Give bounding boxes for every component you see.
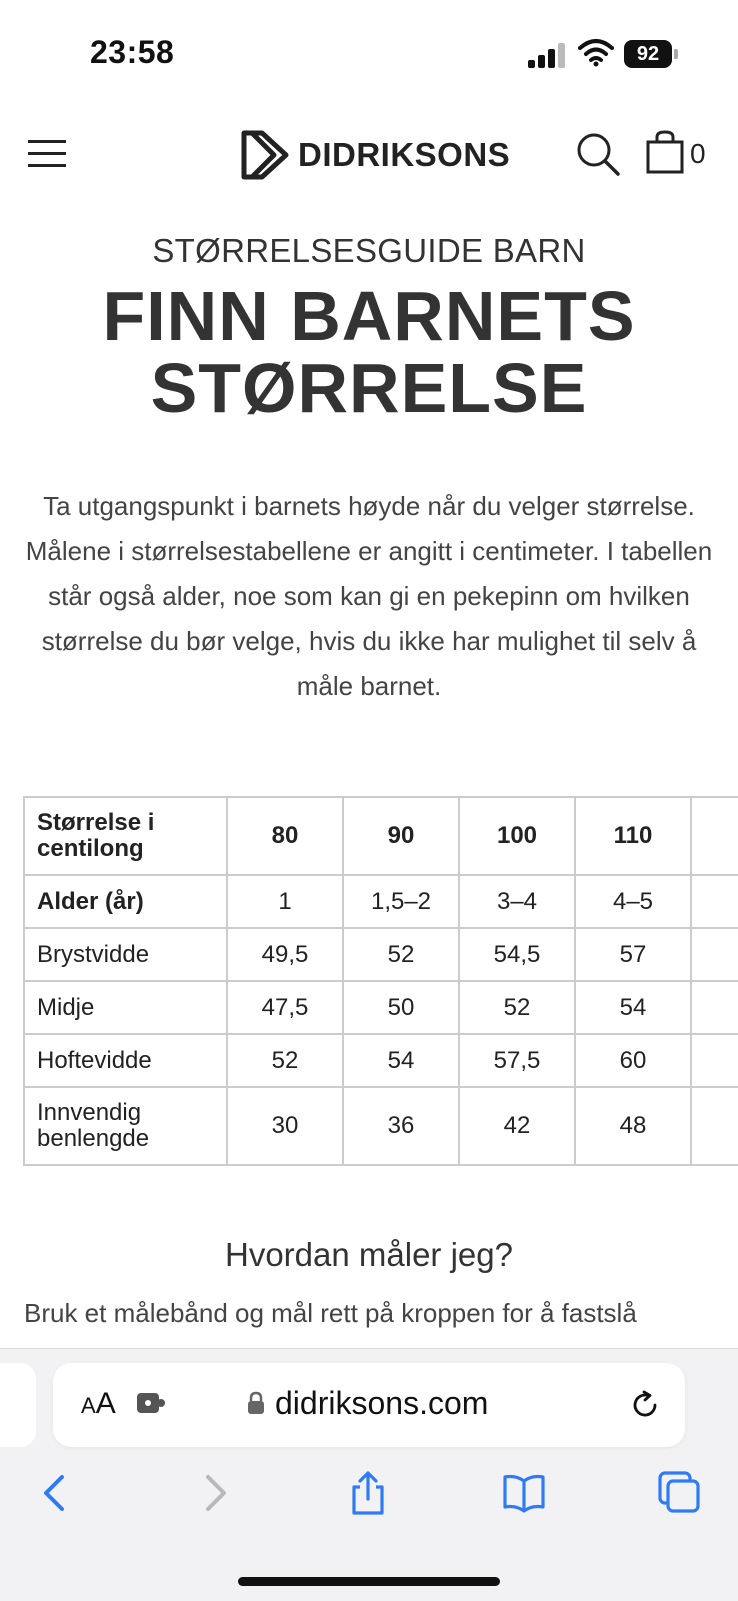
table-cell: 48 (575, 1087, 691, 1165)
table-cell: 54,5 (459, 928, 575, 981)
status-time: 23:58 (90, 34, 175, 70)
truncated-cell (691, 928, 738, 981)
how-to-measure-heading: Hvordan måler jeg? (225, 1236, 513, 1273)
table-cell: 1 (227, 875, 343, 928)
battery-indicator: 92 (624, 40, 672, 68)
table-cell: 42 (459, 1087, 575, 1165)
page-title-line-2: STØRRELSE (150, 349, 588, 427)
aa-small-letter: A (81, 1393, 96, 1418)
share-icon[interactable] (346, 1471, 390, 1515)
table-cell: 47,5 (227, 981, 343, 1034)
browser-toolbar (0, 1348, 738, 1601)
table-cell: 54 (343, 1034, 459, 1087)
page-subtitle: STØRRELSESGUIDE BARN (152, 232, 586, 269)
row-label-cell: Brystvidde (24, 928, 227, 981)
table-header-row (24, 797, 738, 875)
page-title (0, 277, 738, 427)
table-cell: 57 (575, 928, 691, 981)
lock-icon (247, 1391, 265, 1415)
aa-large-letter: A (95, 1387, 116, 1420)
table-cell: 52 (227, 1034, 343, 1087)
table-cell: 50 (343, 981, 459, 1034)
how-to-measure-text: Bruk et målebånd og mål rett på kroppen for å fastslå (24, 1298, 637, 1328)
table-cell: 4–5 (575, 875, 691, 928)
didriksons-logo-icon (240, 130, 290, 180)
table-row (24, 981, 738, 1034)
wifi-icon (578, 38, 614, 68)
forward-chevron-icon[interactable] (192, 1471, 236, 1515)
row-label-cell: Midje (24, 981, 227, 1034)
table-cell: 52 (343, 928, 459, 981)
search-icon[interactable] (576, 132, 620, 176)
extension-puzzle-icon[interactable] (135, 1389, 167, 1417)
header-label-cell: Størrelse i centilong (24, 797, 227, 875)
truncated-cell (691, 1034, 738, 1087)
table-row (24, 1087, 738, 1165)
site-header (0, 110, 738, 200)
page-title-line-1: FINN BARNETS (102, 277, 636, 355)
row-label-cell: Alder (år) (24, 875, 227, 928)
previous-tab-preview[interactable] (0, 1363, 36, 1447)
table-row (24, 1034, 738, 1087)
truncated-cell (691, 875, 738, 928)
table-cell: 1,5–2 (343, 875, 459, 928)
back-chevron-icon[interactable] (34, 1471, 78, 1515)
table-cell: 54 (575, 981, 691, 1034)
table-cell: 60 (575, 1034, 691, 1087)
battery-tip (674, 49, 678, 59)
table-cell: 57,5 (459, 1034, 575, 1087)
truncated-cell (691, 981, 738, 1034)
tabs-overview-icon[interactable] (658, 1471, 702, 1515)
table-cell: 52 (459, 981, 575, 1034)
brand-logo[interactable] (240, 128, 510, 182)
url-text[interactable]: didriksons.com (275, 1385, 489, 1421)
cart-count[interactable]: 0 (690, 138, 706, 169)
address-bar[interactable] (53, 1363, 685, 1447)
status-bar (0, 0, 738, 100)
logo-text: DIDRIKSONS (298, 136, 511, 173)
table-cell: 36 (343, 1087, 459, 1165)
reload-icon[interactable] (629, 1389, 661, 1421)
size-header-cell: 90 (343, 797, 459, 875)
size-header-cell: 100 (459, 797, 575, 875)
size-table-scroll-container[interactable] (23, 796, 738, 1172)
table-row (24, 928, 738, 981)
bookmarks-book-icon[interactable] (502, 1471, 546, 1515)
page-settings-button[interactable] (81, 1387, 116, 1421)
table-cell: 30 (227, 1087, 343, 1165)
home-indicator (238, 1577, 500, 1586)
size-header-cell: 80 (227, 797, 343, 875)
intro-paragraph: Ta utgangspunkt i barnets høyde når du velger størrelse. Målene i størrelsestabellene er angitt i centimeter. I tabellen står også alder, noe som kan gi en pekepinn om hvilken størrelse du bør velge, hvis du ikke har mulighet til selv å måle barnet. (25, 491, 713, 701)
table-row (24, 875, 738, 928)
size-table (23, 796, 738, 1166)
table-cell: 49,5 (227, 928, 343, 981)
truncated-cell (691, 797, 738, 875)
row-label-cell: Innvendig benlengde (24, 1087, 227, 1165)
hamburger-menu-icon[interactable] (28, 138, 66, 168)
cellular-signal-icon (528, 40, 568, 68)
table-cell: 3–4 (459, 875, 575, 928)
row-label-cell: Hoftevidde (24, 1034, 227, 1087)
size-header-cell: 110 (575, 797, 691, 875)
truncated-cell (691, 1087, 738, 1165)
shopping-bag-icon[interactable] (646, 130, 684, 174)
